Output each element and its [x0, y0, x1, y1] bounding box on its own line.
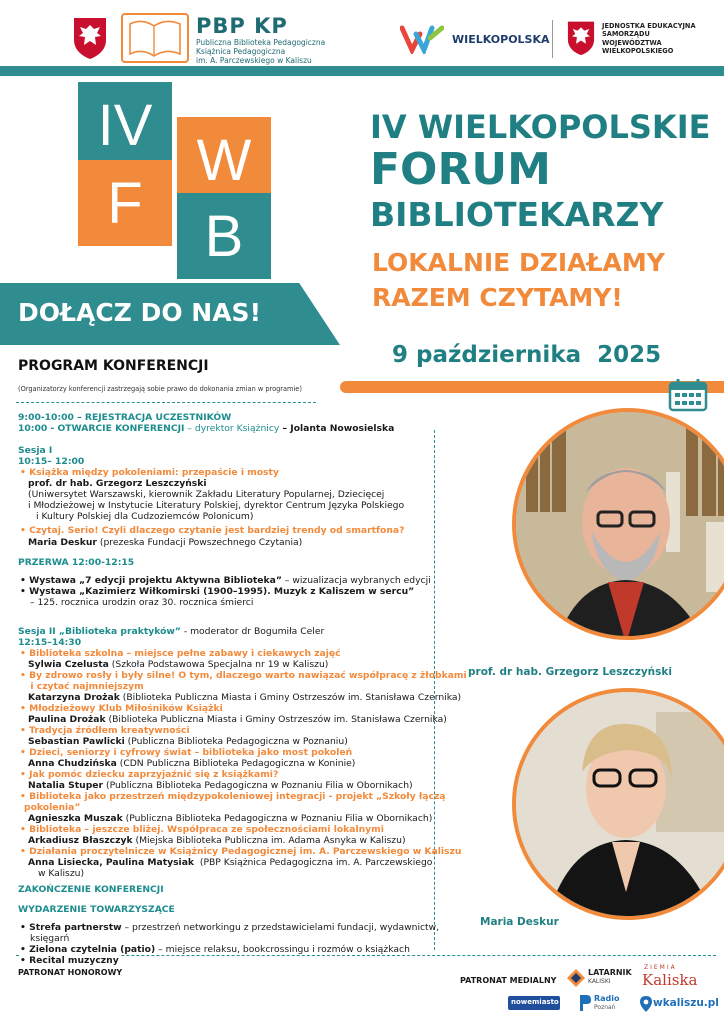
s2-item2-title2: i czytać najmniejszym [24, 681, 144, 692]
s2-item1-title: • Biblioteka szkolna – miejsce pełne zabawy i ciekawych zajęć [20, 648, 341, 659]
jednostka-line-2: SAMORZĄDU [602, 30, 650, 39]
side-item2-title: • Zielona czytelnia (patio) [20, 944, 156, 955]
s2-item2-aff: (Biblioteka Publiczna Miasta i Gminy Ostrzeszów im. Stanisława Czernika) [119, 692, 462, 703]
date-orange-bar [340, 381, 724, 393]
s2-item1-speaker [28, 659, 328, 670]
s2-item5-aff: (CDN Publiczna Biblioteka Pedagogiczna w Koninie) [116, 758, 356, 769]
exhibition1 [20, 575, 431, 586]
title-line-3: BIBLIOTEKARZY [370, 195, 664, 234]
session1-talk2: • Czytaj. Serio! Czyli dlaczego czytanie jest bardziej trendy od smartfona? [20, 525, 405, 536]
s2-item6-title: • Jak pomóc dziecku zaprzyjaźnić się z książkami? [20, 769, 279, 780]
nowemiasto-text: nowemiasto [511, 998, 559, 1006]
eagle-crest-small-icon [566, 20, 596, 56]
side-item1-cont: księgarń [30, 933, 70, 944]
s2-item5-name: Anna Chudzińska [28, 758, 117, 769]
s2-item3-name: Paulina Drożak [28, 714, 106, 725]
side-item1-desc: – przestrzeń networkingu z przedstawicielami fundacji, wydawnictw, [121, 922, 440, 933]
speaker2-aff: (prezeska Fundacji Powszechnego Czytania) [96, 537, 303, 548]
speaker2-name: Maria Deskur [28, 537, 97, 548]
location-pin-icon [640, 996, 652, 1012]
s2-item4-aff: (Publiczna Biblioteka Pedagogiczna w Poznaniu) [124, 736, 348, 747]
title-line-1: IV WIELKOPOLSKIE [370, 108, 711, 146]
square-iv: IV [78, 82, 172, 168]
s2-item7-aff: (Publiczna Biblioteka Pedagogiczna w Poznaniu Filia w Obornikach) [122, 813, 433, 824]
s2-item2-name: Katarzyna Drożak [28, 692, 120, 703]
side-item2 [20, 944, 410, 955]
s2-item1-name: Sylwia Czelusta [28, 659, 109, 670]
eagle-crest-icon [72, 16, 108, 60]
s2-item6-aff: (Publiczna Biblioteka Pedagogiczna w Poznaniu Filia w Obornikach) [103, 780, 413, 791]
session1-speaker1: prof. dr hab. Grzegorz Leszczyński [28, 478, 207, 489]
s2-item4-name: Sebastian Pawlicki [28, 736, 125, 747]
session1-speaker1-aff-a: (Uniwersytet Warszawski, kierownik Zakładu Literatury Popularnej, Dziecięcej [28, 489, 385, 500]
s2-item4-title: • Tradycja źródłem kreatywności [20, 725, 190, 736]
conference-end: ZAKOŃCZENIE KONFERENCJI [18, 884, 164, 895]
patronat-honorowy: PATRONAT HONOROWY [18, 968, 123, 977]
session1-speaker1-aff-b: i Młodzieżowej w Instytucie Literatury Polskiej, dyrektor Centrum Języka Polskiego [28, 500, 405, 511]
latarnik-sub: KALISKI [588, 978, 611, 985]
square-f: F [78, 160, 172, 246]
title-line-2: FORUM [370, 144, 551, 195]
s2-item7-title1: • Biblioteka jako przestrzeń międzypokoleniowej integracji - projekt „Szkoły łączą [20, 791, 446, 802]
dash-separator-vertical [434, 430, 435, 950]
radio-sub: Poznań [594, 1004, 616, 1011]
book-logo-icon [120, 12, 190, 64]
wielkopolska-logo-icon [400, 24, 444, 54]
s2-item9-aff: (PBP Książnica Pedagogiczna im. A. Parczewskiego [194, 857, 433, 868]
registration-line: 9:00-10:00 – REJESTRACJA UCZESTNIKÓW [18, 412, 232, 423]
wkaliszu-logo [640, 996, 720, 1014]
square-b: B [177, 193, 271, 279]
session1-talk1: • Książka między pokoleniami: przepaście i mosty [20, 467, 279, 478]
s2-item6-speaker [28, 780, 413, 791]
slogan-line-2: RAZEM CZYTAMY! [372, 283, 623, 312]
latarnik-icon [566, 968, 586, 988]
s2-item2-speaker [28, 692, 461, 703]
wielkopolska-label: WIELKOPOLSKA [452, 33, 550, 46]
nowemiasto-logo [508, 996, 560, 1010]
jednostka-line-4: WIELKOPOLSKIEGO [602, 47, 674, 56]
s2-item7-name: Agnieszka Muszak [28, 813, 123, 824]
radio-logo [578, 994, 622, 1016]
slogan-line-1: LOKALNIE DZIAŁAMY [372, 248, 665, 277]
exhibition2-desc: – 125. rocznica urodzin oraz 30. rocznica śmierci [30, 597, 254, 608]
s2-item9-title: • Działania proczytelnicze w Książnicy Pedagogicznej im. A. Parczewskiego w Kaliszu [20, 846, 462, 857]
jednostka-line-1: JEDNOSTKA EDUKACYJNA [602, 22, 696, 30]
session2-time: 12:15–14:30 [18, 637, 82, 648]
s2-item8-aff: (Miejska Biblioteka Publiczna im. Adama Asnyka w Kaliszu) [132, 835, 406, 846]
square-w: W [177, 117, 271, 203]
s2-item3-speaker [28, 714, 447, 725]
session2-title: Sesja II „Biblioteka praktyków” [18, 626, 181, 637]
top-teal-band [0, 66, 724, 76]
dash-separator-bottom [16, 955, 716, 956]
s2-item7-speaker [28, 813, 432, 824]
calendar-icon [668, 378, 708, 412]
org-line-1: Publiczna Biblioteka Pedagogiczna [196, 38, 326, 47]
dash-separator-top [16, 402, 316, 403]
s2-item9-name: Anna Lisiecka, Paulina Matysiak [28, 857, 195, 868]
session2-title-line [18, 626, 324, 637]
side-item1 [20, 922, 439, 933]
event-date: 9 października 2025 [392, 342, 662, 368]
ziemia-small: ZIEMIA [644, 964, 677, 971]
session1-time: 10:15– 12:00 [18, 456, 85, 467]
program-disclaimer: (Organizatorzy konferencji zastrzegają sobie prawo do dokonania zmian w programie) [18, 385, 302, 393]
org-short-name: PBP KP [196, 14, 288, 38]
side-item2-desc: – miejsce relaksu, bookcrossingu i rozmów o książkach [155, 944, 410, 955]
break-line: PRZERWA 12:00-12:15 [18, 557, 135, 568]
session1-speaker2 [28, 537, 302, 548]
org-line-2: Książnica Pedagogiczna [196, 47, 286, 56]
s2-item1-aff: (Szkoła Podstawowa Specjalna nr 19 w Kaliszu) [108, 659, 329, 670]
opening-label: 10:00 - OTWARCIE KONFERENCJI [18, 423, 185, 434]
speaker1-caption: prof. dr hab. Grzegorz Leszczyński [468, 666, 672, 678]
exhibition1-title: • Wystawa „7 edycji projektu Aktywna Biblioteka” [20, 575, 282, 586]
s2-item4-speaker [28, 736, 348, 747]
speaker2-caption: Maria Deskur [480, 916, 559, 928]
wkaliszu-text: wkaliszu.pl [653, 997, 719, 1009]
latarnik-text: LATARNIK [588, 968, 632, 977]
program-heading: PROGRAM KONFERENCJI [18, 358, 209, 374]
session1-speaker1-aff-c: i Kultury Polskiej dla Cudzoziemców Polonicum) [36, 511, 254, 522]
header-left [72, 12, 332, 64]
opening-line [18, 423, 394, 434]
s2-item6-name: Natalia Stuper [28, 780, 104, 791]
s2-item8-speaker [28, 835, 406, 846]
speaker2-photo [512, 688, 724, 920]
opening-role: – dyrektor Książnicy [184, 423, 280, 434]
radio-text: Radio [594, 994, 620, 1003]
s2-item9-aff-b: w Kaliszu) [38, 868, 85, 879]
radio-icon [578, 994, 592, 1012]
latarnik-logo [566, 966, 630, 990]
patronat-medialny: PATRONAT MEDIALNY [460, 976, 557, 985]
side-item3: • Recital muzyczny [20, 955, 119, 966]
exhibition1-desc: – wizualizacja wybranych edycji [281, 575, 431, 586]
side-item1-title: • Strefa partnerstw [20, 922, 122, 933]
s2-item8-title: • Biblioteka – jeszcze bliżej. Współpraca ze społecznościami lokalnymi [20, 824, 384, 835]
join-banner-text: DOŁĄCZ DO NAS! [18, 298, 261, 327]
exhibition2-title: • Wystawa „Kazimierz Wiłkomirski (1900–1995). Muzyk z Kaliszem w sercu” [20, 586, 415, 597]
jednostka-line-3: WOJEWÓDZTWA [602, 38, 662, 47]
s2-item7-title2: pokolenia” [24, 802, 81, 813]
s2-item5-speaker [28, 758, 355, 769]
ziemia-kaliska-logo [640, 964, 720, 992]
s2-item5-title: • Dzieci, seniorzy i cyfrowy świat – biblioteka jako most pokoleń [20, 747, 353, 758]
header-divider [552, 20, 553, 58]
session1-title: Sesja I [18, 445, 53, 456]
header-right [400, 16, 720, 64]
opening-person: – Jolanta Nowosielska [279, 423, 395, 434]
kaliska-text: Kaliska [642, 971, 698, 989]
s2-item9-speaker [28, 857, 432, 868]
s2-item2-title1: • By zdrowo rosły i były silne! O tym, dlaczego warto nawiązać współpracę z żłobkami [20, 670, 467, 681]
s2-item8-name: Arkadiusz Błaszczyk [28, 835, 133, 846]
s2-item3-aff: (Biblioteka Publiczna Miasta i Gminy Ostrzeszów im. Stanisława Czernika) [105, 714, 447, 725]
session2-moderator: - moderator dr Bogumiła Celer [180, 626, 325, 637]
top-left-strip [0, 76, 70, 283]
speaker1-photo [512, 408, 724, 640]
side-event-heading: WYDARZENIE TOWARZYSZĄCE [18, 904, 175, 915]
org-line-3: im. A. Parczewskiego w Kaliszu [196, 56, 312, 65]
s2-item3-title: • Młodzieżowy Klub Miłośników Książki [20, 703, 223, 714]
